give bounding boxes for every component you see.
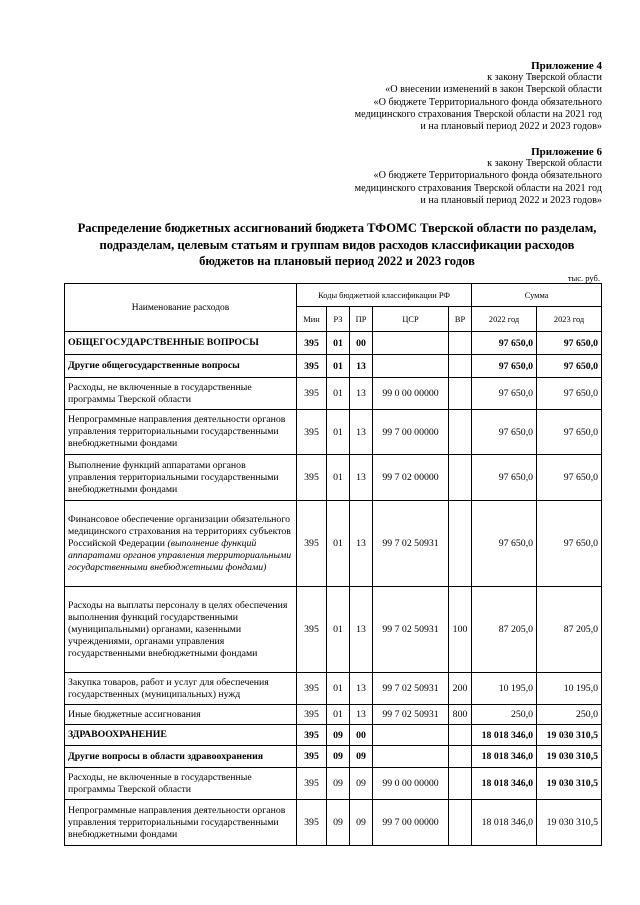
row-vr: 800	[449, 705, 472, 725]
row-min: 395	[297, 410, 327, 455]
row-2022: 97 650,0	[472, 410, 537, 455]
row-vr	[449, 455, 472, 501]
appendix-4-heading: Приложение 4	[531, 60, 602, 72]
appendix-6-line: медицинского страхования Тверской области на 2021 год	[354, 182, 602, 194]
row-2023: 97 650,0	[537, 332, 602, 355]
row-pr: 13	[350, 410, 373, 455]
row-vr	[449, 378, 472, 410]
title-line: бюджетов на плановый период 2022 и 2023 годов	[199, 254, 475, 268]
row-rz: 01	[327, 410, 350, 455]
row-pr: 13	[350, 587, 373, 673]
row-rz: 01	[327, 587, 350, 673]
row-name: Другие вопросы в области здравоохранения	[65, 746, 297, 768]
row-2022: 97 650,0	[472, 455, 537, 501]
row-2022: 97 650,0	[472, 355, 537, 378]
row-2023: 250,0	[537, 705, 602, 725]
header-name: Наименование расходов	[65, 284, 297, 332]
row-rz: 09	[327, 746, 350, 768]
table-row	[65, 587, 602, 673]
row-2023: 19 030 310,5	[537, 725, 602, 746]
row-name: Непрограммные направления деятельности органов управления территориальными государственными внебюджетными фондами	[65, 800, 297, 846]
appendix-6-block	[355, 146, 602, 207]
row-2022: 10 195,0	[472, 673, 537, 705]
row-csr	[373, 725, 449, 746]
row-name: Расходы, не включенные в государственные программы Тверской области	[65, 768, 297, 800]
row-rz: 01	[327, 355, 350, 378]
appendix-4-line: к закону Тверской области	[487, 72, 602, 84]
row-pr: 09	[350, 768, 373, 800]
row-csr: 99 7 00 00000	[373, 410, 449, 455]
row-name: ОБЩЕГОСУДАРСТВЕННЫЕ ВОПРОСЫ	[65, 332, 297, 355]
appendix-4-line: медицинского страхования Тверской области на 2021 год	[354, 108, 602, 120]
row-min: 395	[297, 768, 327, 800]
row-vr	[449, 332, 472, 355]
table-row	[65, 410, 602, 455]
row-rz: 01	[327, 332, 350, 355]
budget-table	[64, 283, 602, 846]
appendix-6-heading: Приложение 6	[531, 146, 602, 158]
row-note: (выполнение функций аппаратами органов управления территориальными государственными внебюджетными фондами)	[68, 537, 292, 573]
appendix-6-line: к закону Тверской области	[487, 158, 602, 170]
row-name: Расходы на выплаты персоналу в целях обеспечения выполнения функций государственными (муниципальными) органами, казенными учреждениями, органами управления государственными внебюджетными фондами	[65, 587, 297, 673]
row-vr	[449, 501, 472, 587]
table-row	[65, 378, 602, 410]
row-min: 395	[297, 455, 327, 501]
row-pr: 13	[350, 673, 373, 705]
row-2023: 97 650,0	[537, 378, 602, 410]
table-row	[65, 746, 602, 768]
table-row	[65, 355, 602, 378]
appendix-6-line: «О бюджете Территориального фонда обязательного	[373, 170, 602, 182]
row-name: ЗДРАВООХРАНЕНИЕ	[65, 725, 297, 746]
row-pr: 13	[350, 455, 373, 501]
row-2023: 97 650,0	[537, 501, 602, 587]
row-csr	[373, 332, 449, 355]
header-sum: Сумма	[472, 284, 602, 307]
header-rz: РЗ	[327, 307, 350, 332]
header-codes: Коды бюджетной классификации РФ	[297, 284, 472, 307]
appendix-4-block	[355, 60, 602, 133]
row-min: 395	[297, 746, 327, 768]
row-2022: 87 205,0	[472, 587, 537, 673]
row-min: 395	[297, 800, 327, 846]
row-min: 395	[297, 332, 327, 355]
table-row	[65, 455, 602, 501]
table-row	[65, 332, 602, 355]
row-name: Выполнение функций аппаратами органов управления территориальными государственными внебюджетными фондами	[65, 455, 297, 501]
table-row	[65, 673, 602, 705]
row-vr: 100	[449, 587, 472, 673]
header-2023: 2023 год	[537, 307, 602, 332]
row-name: Другие общегосударственные вопросы	[65, 355, 297, 378]
row-pr: 09	[350, 800, 373, 846]
appendix-4-line: «О бюджете Территориального фонда обязательного	[373, 96, 602, 108]
header-pr: ПР	[350, 307, 373, 332]
appendix-4-line: «О внесении изменений в закон Тверской области	[385, 84, 602, 96]
row-pr: 13	[350, 355, 373, 378]
header-min: Мин	[297, 307, 327, 332]
row-2023: 87 205,0	[537, 587, 602, 673]
title-line: подразделам, целевым статьям и группам видов расходов классификации расходов	[99, 237, 575, 252]
row-vr	[449, 725, 472, 746]
row-min: 395	[297, 725, 327, 746]
header-vr: ВР	[449, 307, 472, 332]
row-pr: 13	[350, 705, 373, 725]
row-vr	[449, 768, 472, 800]
appendix-6-line: и на плановый период 2022 и 2023 годов»	[420, 194, 602, 206]
row-2023: 19 030 310,5	[537, 768, 602, 800]
table-row	[65, 768, 602, 800]
row-csr: 99 7 02 50931	[373, 673, 449, 705]
row-vr	[449, 355, 472, 378]
row-csr: 99 7 02 50931	[373, 587, 449, 673]
row-2022: 18 018 346,0	[472, 768, 537, 800]
row-2023: 97 650,0	[537, 410, 602, 455]
row-min: 395	[297, 705, 327, 725]
row-2023: 97 650,0	[537, 455, 602, 501]
row-2022: 97 650,0	[472, 501, 537, 587]
row-min: 395	[297, 587, 327, 673]
row-2022: 18 018 346,0	[472, 725, 537, 746]
table-row	[65, 800, 602, 846]
row-min: 395	[297, 673, 327, 705]
document-title	[62, 220, 612, 270]
row-pr: 13	[350, 378, 373, 410]
row-2022: 18 018 346,0	[472, 800, 537, 846]
row-name: Расходы, не включенные в государственные программы Тверской области	[65, 378, 297, 410]
appendix-4-line: и на плановый период 2022 и 2023 годов»	[420, 121, 602, 133]
row-name: Иные бюджетные ассигнования	[65, 705, 297, 725]
row-2023: 10 195,0	[537, 673, 602, 705]
row-2023: 19 030 310,5	[537, 800, 602, 846]
header-csr: ЦСР	[373, 307, 449, 332]
unit-label: тыс. руб.	[567, 273, 600, 283]
row-rz: 09	[327, 800, 350, 846]
row-rz: 01	[327, 673, 350, 705]
row-rz: 09	[327, 725, 350, 746]
row-vr	[449, 800, 472, 846]
table-row	[65, 705, 602, 725]
row-csr: 99 0 00 00000	[373, 378, 449, 410]
row-vr	[449, 746, 472, 768]
row-name: Закупка товаров, работ и услуг для обеспечения государственных (муниципальных) нужд	[65, 673, 297, 705]
table-row	[65, 501, 602, 587]
row-rz: 09	[327, 768, 350, 800]
row-pr: 13	[350, 501, 373, 587]
row-rz: 01	[327, 378, 350, 410]
header-2022: 2022 год	[472, 307, 537, 332]
row-pr: 00	[350, 725, 373, 746]
row-min: 395	[297, 501, 327, 587]
row-2023: 97 650,0	[537, 355, 602, 378]
row-rz: 01	[327, 705, 350, 725]
table-row	[65, 725, 602, 746]
row-csr: 99 7 02 00000	[373, 455, 449, 501]
row-2022: 18 018 346,0	[472, 746, 537, 768]
row-2023: 19 030 310,5	[537, 746, 602, 768]
row-name-cell	[65, 501, 297, 587]
row-2022: 97 650,0	[472, 378, 537, 410]
title-line: Распределение бюджетных ассигнований бюджета ТФОМС Тверской области по разделам,	[77, 221, 597, 235]
row-csr: 99 7 02 50931	[373, 705, 449, 725]
row-vr	[449, 410, 472, 455]
row-pr: 09	[350, 746, 373, 768]
row-min: 395	[297, 378, 327, 410]
row-name: Непрограммные направления деятельности органов управления территориальными государственными внебюджетными фондами	[65, 410, 297, 455]
row-rz: 01	[327, 455, 350, 501]
row-min: 395	[297, 355, 327, 378]
row-pr: 00	[350, 332, 373, 355]
row-csr: 99 0 00 00000	[373, 768, 449, 800]
row-rz: 01	[327, 501, 350, 587]
row-vr: 200	[449, 673, 472, 705]
row-csr: 99 7 02 50931	[373, 501, 449, 587]
row-csr: 99 7 00 00000	[373, 800, 449, 846]
row-csr	[373, 355, 449, 378]
row-name: Финансовое обеспечение организации обязательного медицинского страхования на территориях субъектов Российской Федерации	[68, 513, 291, 549]
row-2022: 250,0	[472, 705, 537, 725]
row-2022: 97 650,0	[472, 332, 537, 355]
row-csr	[373, 746, 449, 768]
